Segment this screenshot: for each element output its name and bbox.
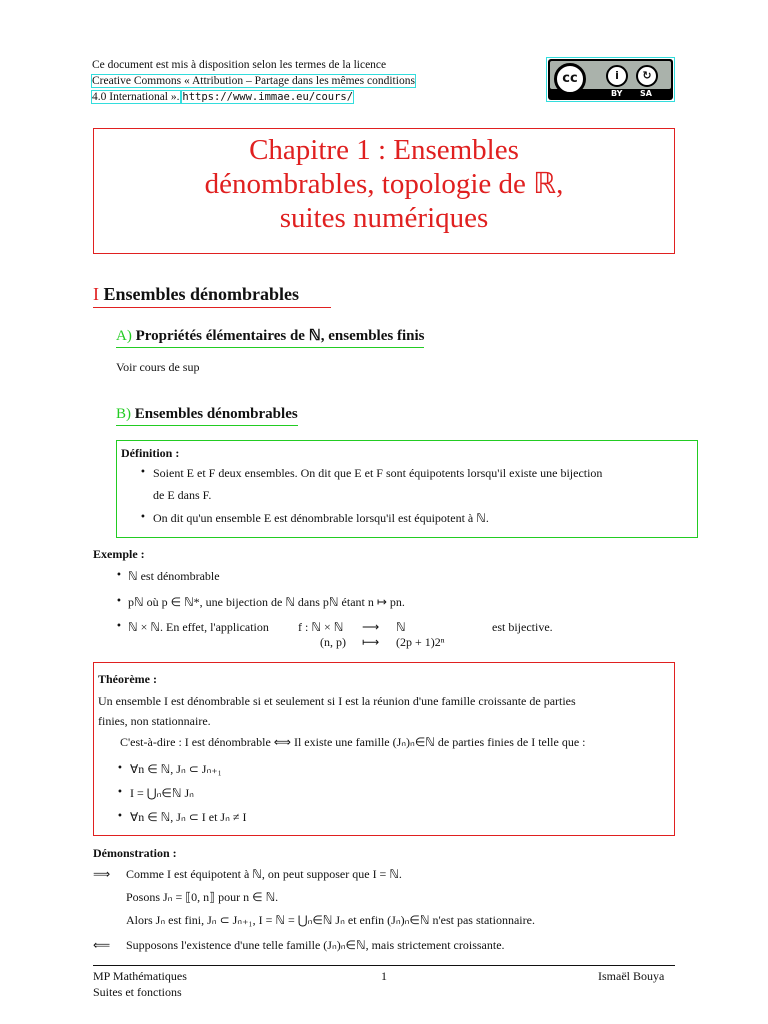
map-arrow-1: ⟶ <box>362 620 380 634</box>
map-target: ℕ <box>396 620 406 634</box>
theorem-box <box>93 662 675 836</box>
demo-line-1: Comme I est équipotent à ℕ, on peut supposer que I = ℕ. <box>126 867 402 881</box>
theorem-item-3: ∀n ∈ ℕ, Jₙ ⊂ I et Jₙ ≠ I <box>130 810 247 824</box>
demo-line-3: Alors Jₙ est fini, Jₙ ⊂ Jₙ₊₁, I = ℕ = ⋃ₙ∈ℕ Jₙ et enfin (Jₙ)ₙ∈ℕ n'est pas stationnaire. <box>126 913 535 927</box>
subsection-a-title: Propriétés élémentaires de ℕ, ensembles finis <box>135 328 425 344</box>
footer-course: MP Mathématiques <box>93 969 187 983</box>
definition-item-1: Soient E et F deux ensembles. On dit que E et F sont équipotents lorsqu'il existe une bijection <box>153 466 603 480</box>
bullet: • <box>117 811 123 822</box>
chapter-title-line-1: Chapitre 1 : Ensembles <box>249 134 519 166</box>
definition-box <box>116 440 698 538</box>
map-source: (n, p) <box>320 635 346 649</box>
theorem-line-2: finies, non stationnaire. <box>98 714 211 728</box>
subsection-b-number: B) <box>116 406 131 422</box>
share-alike-icon: ↻ <box>636 65 658 87</box>
license-line-1: Ce document est mis à disposition selon les termes de la licence <box>92 59 387 71</box>
section-number: I <box>93 284 99 304</box>
footer-rule <box>93 965 675 966</box>
attribution-icon: i <box>606 65 628 87</box>
course-url-link[interactable]: https://www.immae.eu/cours/ <box>182 91 354 103</box>
by-label: BY <box>611 89 623 98</box>
example-item-3: ℕ × ℕ. En effet, l'application <box>128 620 269 634</box>
subsection-b-heading <box>116 406 298 426</box>
cc-icon: cc <box>554 63 586 95</box>
subsection-a-number: A) <box>116 328 132 344</box>
chapter-title-box <box>93 128 675 254</box>
example-item-3-end: est bijective. <box>492 620 553 634</box>
demo-label: Démonstration : <box>93 846 177 860</box>
bullet: • <box>116 621 122 632</box>
footer-subject: Suites et fonctions <box>93 985 182 999</box>
cc-by-sa-badge[interactable] <box>546 57 675 102</box>
subsection-a-heading <box>116 326 424 348</box>
bullet: • <box>116 570 122 581</box>
map-image: (2p + 1)2ⁿ <box>396 635 445 649</box>
page-number: 1 <box>381 969 387 983</box>
theorem-line-1: Un ensemble I est dénombrable si et seulement si I est la réunion d'une famille croissante de parties <box>98 694 576 708</box>
bullet: • <box>140 467 146 478</box>
theorem-label: Théorème : <box>98 672 157 686</box>
bullet: • <box>140 512 146 523</box>
subsection-a-text: Voir cours de sup <box>116 360 200 374</box>
theorem-item-2: I = ⋃ₙ∈ℕ Jₙ <box>130 786 194 800</box>
license-link[interactable]: Creative Commons « Attribution – Partage dans les mêmes conditions <box>92 75 415 87</box>
example-label: Exemple : <box>93 547 145 561</box>
map-f: f : ℕ × ℕ <box>298 620 344 634</box>
bullet: • <box>117 787 123 798</box>
definition-label: Définition : <box>121 446 180 460</box>
example-item-1: ℕ est dénombrable <box>128 569 220 583</box>
map-arrow-2: ⟼ <box>362 635 380 649</box>
example-item-2: pℕ où p ∈ ℕ*, une bijection de ℕ dans pℕ étant n ↦ pn. <box>128 595 405 609</box>
footer-author: Ismaël Bouya <box>598 969 665 983</box>
section-heading <box>93 284 331 308</box>
demo-line-4: Supposons l'existence d'une telle famille (Jₙ)ₙ∈ℕ, mais strictement croissante. <box>126 938 505 952</box>
implies-arrow: ⟹ <box>93 867 111 881</box>
demo-line-2: Posons Jₙ = ⟦0, n⟧ pour n ∈ ℕ. <box>126 890 279 904</box>
theorem-line-3: C'est-à-dire : I est dénombrable ⟺ Il existe une famille (Jₙ)ₙ∈ℕ de parties finies de I telle que : <box>120 735 586 749</box>
definition-item-2: On dit qu'un ensemble E est dénombrable lorsqu'il est équipotent à ℕ. <box>153 511 489 525</box>
implied-by-arrow: ⟸ <box>93 938 111 952</box>
theorem-item-1: ∀n ∈ ℕ, Jₙ ⊂ Jₙ₊₁ <box>130 762 222 776</box>
definition-item-1-cont: de E dans F. <box>153 488 212 502</box>
bullet: • <box>117 763 123 774</box>
subsection-b-title: Ensembles dénombrables <box>134 406 298 422</box>
license-notice <box>92 57 497 105</box>
section-title: Ensembles dénombrables <box>103 284 300 304</box>
chapter-title-line-2: dénombrables, topologie de ℝ, <box>204 168 564 200</box>
chapter-title-line-3: suites numériques <box>279 202 489 234</box>
license-link-2[interactable]: 4.0 International ». <box>92 91 180 103</box>
sa-label: SA <box>640 89 652 98</box>
bullet: • <box>116 596 122 607</box>
